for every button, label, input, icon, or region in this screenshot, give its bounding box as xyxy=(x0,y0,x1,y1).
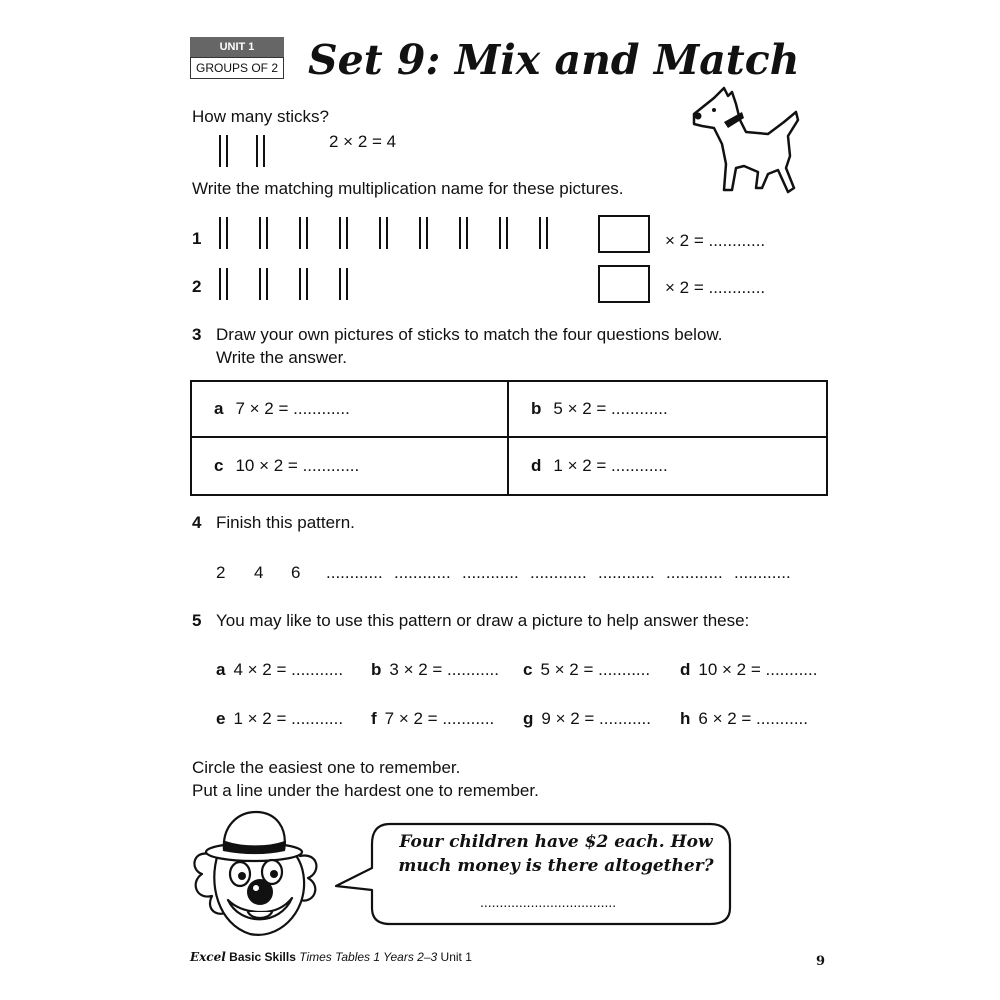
q5-expression: 4 × 2 = ........... xyxy=(233,660,344,679)
stick-pair xyxy=(419,217,428,249)
unit-badge xyxy=(190,37,284,79)
pattern-number: 2 xyxy=(216,563,226,582)
pattern-blank[interactable]: ............ xyxy=(530,563,587,582)
example-equation: 2 × 2 = 4 xyxy=(329,132,397,151)
q5-expression: 7 × 2 = ........... xyxy=(384,709,495,728)
q5-letter: f xyxy=(371,709,377,728)
q1-number: 1 xyxy=(192,229,202,248)
q5-letter: a xyxy=(216,660,226,679)
footer-series: Basic Skills xyxy=(229,950,296,964)
pattern-number: 4 xyxy=(254,563,264,582)
q5-expression: 1 × 2 = ........... xyxy=(233,709,344,728)
q5-item-e[interactable] xyxy=(216,709,343,729)
intro-instruction: Write the matching multiplication name for these pictures. xyxy=(192,179,624,198)
q4-pattern xyxy=(216,563,791,583)
underline-instruction: Put a line under the hardest one to remember. xyxy=(192,781,539,800)
example-sticks xyxy=(219,135,265,167)
q5-expression: 3 × 2 = ........... xyxy=(389,660,500,679)
stick-pair xyxy=(259,268,268,300)
footer-book: Times Tables 1 Years 2–3 xyxy=(299,950,438,964)
q2-answer-box[interactable] xyxy=(598,265,650,303)
q3-letter: a xyxy=(214,399,224,418)
stick-pair xyxy=(219,135,228,167)
q5-item-a[interactable] xyxy=(216,660,343,680)
q3-expression: 7 × 2 = ............ xyxy=(235,399,350,418)
stick-pair xyxy=(256,135,265,167)
footer-brand: Excel xyxy=(190,950,226,964)
q3-letter: c xyxy=(214,456,224,475)
footer xyxy=(190,950,472,964)
q5-letter: c xyxy=(523,660,533,679)
q5-letter: h xyxy=(680,709,691,728)
q4-text: Finish this pattern. xyxy=(216,513,355,532)
q3-expression: 5 × 2 = ............ xyxy=(553,399,668,418)
q5-letter: g xyxy=(523,709,534,728)
pattern-number: 6 xyxy=(291,563,301,582)
page-number: 9 xyxy=(816,954,826,969)
q2-number: 2 xyxy=(192,277,202,296)
q5-item-h[interactable] xyxy=(680,709,808,729)
q5-expression: 10 × 2 = ........... xyxy=(698,660,818,679)
q2-sticks xyxy=(219,268,348,300)
stick-pair xyxy=(259,217,268,249)
q3-expression: 1 × 2 = ............ xyxy=(553,456,668,475)
q3-number: 3 xyxy=(192,325,202,344)
q5-letter: e xyxy=(216,709,226,728)
intro-question: How many sticks? xyxy=(192,107,329,126)
stick-pair xyxy=(299,268,308,300)
clown-illustration xyxy=(188,808,328,942)
q3-letter: b xyxy=(531,399,542,418)
q3-cell-a[interactable] xyxy=(192,382,509,438)
pattern-blank[interactable]: ............ xyxy=(666,563,723,582)
q3-letter: d xyxy=(531,456,542,475)
pattern-blank[interactable]: ............ xyxy=(734,563,791,582)
pattern-blank[interactable]: ............ xyxy=(598,563,655,582)
q5-item-c[interactable] xyxy=(523,660,650,680)
q1-sticks xyxy=(219,217,548,249)
stick-pair xyxy=(339,217,348,249)
stick-pair xyxy=(459,217,468,249)
pattern-blank[interactable]: ............ xyxy=(394,563,451,582)
q3-cell-d[interactable] xyxy=(509,438,826,494)
q5-item-d[interactable] xyxy=(680,660,817,680)
pattern-blank[interactable]: ............ xyxy=(326,563,383,582)
q3-text-line2: Write the answer. xyxy=(216,348,348,367)
circle-instruction: Circle the easiest one to remember. xyxy=(192,758,461,777)
dog-illustration xyxy=(684,84,802,200)
q5-number: 5 xyxy=(192,611,202,630)
stick-pair xyxy=(379,217,388,249)
page-title: Set 9: Mix and Match xyxy=(308,36,800,84)
bubble-question xyxy=(378,830,734,878)
q2-equation: × 2 = ............ xyxy=(665,278,766,297)
q3-cell-b[interactable] xyxy=(509,382,826,438)
q1-equation: × 2 = ............ xyxy=(665,231,766,250)
bubble-line-1: Four children have $2 each. How xyxy=(399,832,713,852)
unit-label: UNIT 1 xyxy=(190,37,284,57)
q5-letter: b xyxy=(371,660,382,679)
q5-expression: 9 × 2 = ........... xyxy=(541,709,652,728)
q1-answer-box[interactable] xyxy=(598,215,650,253)
q5-expression: 5 × 2 = ........... xyxy=(540,660,651,679)
q5-text: You may like to use this pattern or draw a picture to help answer these: xyxy=(216,611,750,630)
footer-unit: Unit 1 xyxy=(440,950,472,964)
bubble-line-2: much money is there altogether? xyxy=(398,856,714,876)
q5-letter: d xyxy=(680,660,691,679)
stick-pair xyxy=(539,217,548,249)
q3-table xyxy=(190,380,828,496)
stick-pair xyxy=(219,268,228,300)
q4-number: 4 xyxy=(192,513,202,532)
q5-expression: 6 × 2 = ........... xyxy=(698,709,809,728)
stick-pair xyxy=(219,217,228,249)
pattern-blank[interactable]: ............ xyxy=(462,563,519,582)
stick-pair xyxy=(299,217,308,249)
stick-pair xyxy=(499,217,508,249)
q3-cell-c[interactable] xyxy=(192,438,509,494)
q5-item-f[interactable] xyxy=(371,709,494,729)
unit-topic: GROUPS OF 2 xyxy=(190,57,284,79)
q3-expression: 10 × 2 = ............ xyxy=(235,456,360,475)
q5-item-b[interactable] xyxy=(371,660,499,680)
q5-item-g[interactable] xyxy=(523,709,651,729)
q3-text-line1: Draw your own pictures of sticks to match the four questions below. xyxy=(216,325,723,344)
stick-pair xyxy=(339,268,348,300)
bubble-answer-line[interactable]: ................................... xyxy=(480,894,617,910)
